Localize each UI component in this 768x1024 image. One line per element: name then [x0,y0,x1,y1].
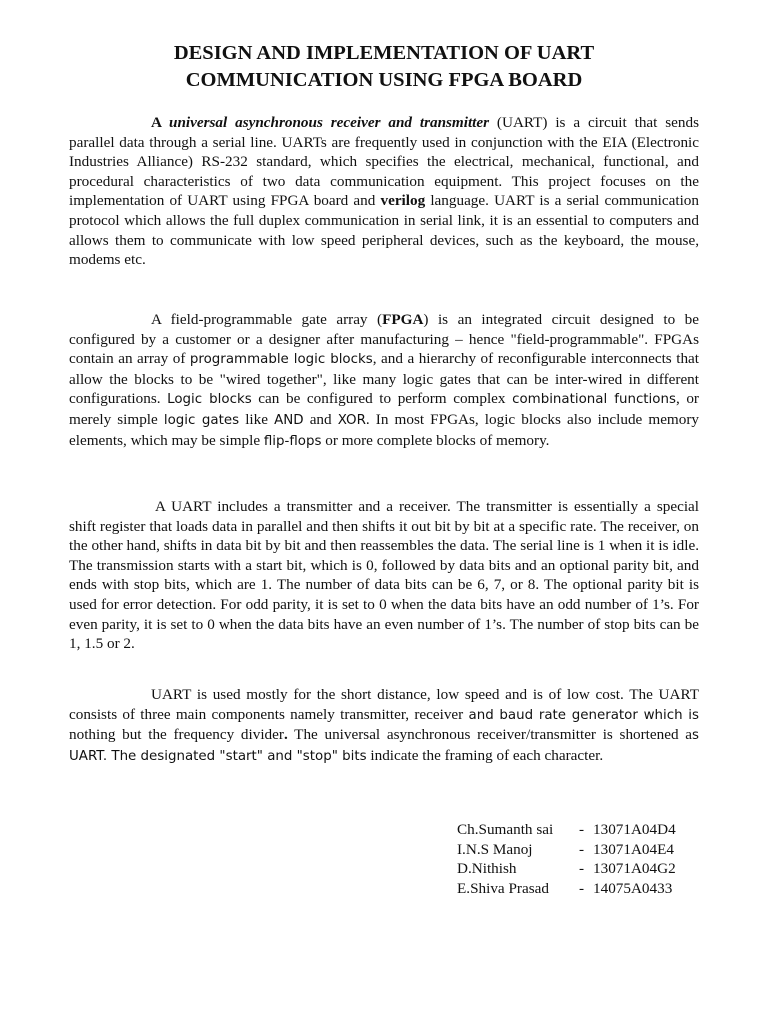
p2-sans-2: Logic blocks [167,392,252,408]
author-row [457,879,707,899]
author-name: I.N.S Manoj [457,840,533,858]
author-list [457,820,707,898]
document-title [69,40,699,94]
paragraph-uart-operation [69,497,699,654]
author-row [457,859,707,879]
p3-text: A UART includes a transmitter and a receiver. The transmitter is essentially a special shift register that loads data in parallel and then shifts it out bit by bit at a specific rate. The receiver, on the other hand, shifts in data bit by bit and then reassembles the data. The serial line is 1 when it is idle. The transmission starts with a start bit, which is 0, followed by data bits and an optional parity bit, and ends with stop bits, which are 1. The number of data bits can be 6, 7, or 8. The optional parity bit is used for error detection. For odd parity, it is set to 0 when the data bits have an odd number of 1’s. For even parity, it is set to 0 when the data bits have an even number of 1’s. The number of stop bits can be 1, 1.5 or 2. [69,498,699,653]
author-separator: - [579,840,585,858]
p2-sans-4: logic gates [163,412,240,428]
p2-text-7: and [303,410,338,428]
p4-period: . [283,726,288,744]
p4-sans-3: s UART. The designated "start" and "stop" bits [69,728,700,764]
author-separator: - [579,860,585,878]
author-name: E.Shiva Prasad [457,879,549,897]
p2-sans-5: AND [274,412,304,428]
title-line-1: DESIGN AND IMPLEMENTATION OF UART [173,42,595,64]
p2-sans-3: combinational functions [512,392,676,408]
lead-letter: A [151,114,169,131]
p2-text-1: A field-programmable gate array ( [151,311,383,328]
uart-term: universal asynchronous receiver and transmitter [169,114,490,131]
p2-sans-1: programmable logic blocks [189,352,373,368]
author-separator: - [579,879,585,897]
p4-text-4: indicate the framing of each character. [366,746,604,764]
verilog-term: verilog [380,192,426,210]
p4-text-3: The universal asynchronous receiver/transmitter is shortened a [287,726,693,744]
p2-text-6: like [239,410,275,428]
p2-text-8: . In most FPGAs, logic blocks also include memory elements, which may be simple [69,410,699,449]
p2-text-5: , or merely simple [69,390,699,428]
p2-text-9: or more complete blocks of memory. [321,431,550,449]
p1-text-2: language. UART is a serial communication protocol which allows the full duplex communication in serial link, it is an essential to computers and allows them to communicate with low speed peripheral devices, such as the keyboard, the mouse, modems etc. [69,192,699,269]
p4-text-2: nothing but the frequency divider [69,726,284,744]
author-name: Ch.Sumanth sai [457,821,554,838]
p2-text-2: ) is an integrated circuit designed to be configured by a customer or a designer after manufacturing – hence "field-programmable". FPGAs contain an array of [69,311,700,368]
paragraph-uart-intro [69,113,699,270]
author-roll-number: 14075A0433 [593,879,673,897]
author-name: D.Nithish [457,860,517,878]
p2-sans-7: flip-flops [263,433,322,449]
fpga-term: FPGA [382,311,424,328]
paragraph-fpga [69,310,699,451]
author-roll-number: 13071A04D4 [593,821,676,838]
p4-sans-1: and baud rate generator which is [468,707,699,723]
author-row [457,820,707,840]
title-line-2: COMMUNICATION USING FPGA BOARD [185,69,583,91]
author-roll-number: 13071A04E4 [593,840,674,858]
p2-text-3: , and a hierarchy of reconfigurable interconnects that allow the blocks to be "wired together", like many logic gates that can be inter-wired in different configurations. [69,350,699,408]
p1-text-1: (UART) is a circuit that sends parallel data through a serial line. UARTs are frequently used in conjunction with the EIA (Electronic Industries Alliance) RS-232 standard, which specifies the electrical, mechanical, functional, and procedural characteristics of two data communication equipment. This project focuses on the implementation of UART using FPGA board and [69,114,699,210]
paragraph-uart-components [69,685,699,766]
author-row [457,840,707,860]
p2-sans-6: XOR [337,412,366,428]
p2-text-4: can be configured to perform complex [251,390,513,408]
author-separator: - [579,821,585,838]
p4-text-1: UART is used mostly for the short distance, low speed and is of low cost. The UART consists of three main components namely transmitter, receiver [69,686,699,723]
author-roll-number: 13071A04G2 [593,860,676,878]
